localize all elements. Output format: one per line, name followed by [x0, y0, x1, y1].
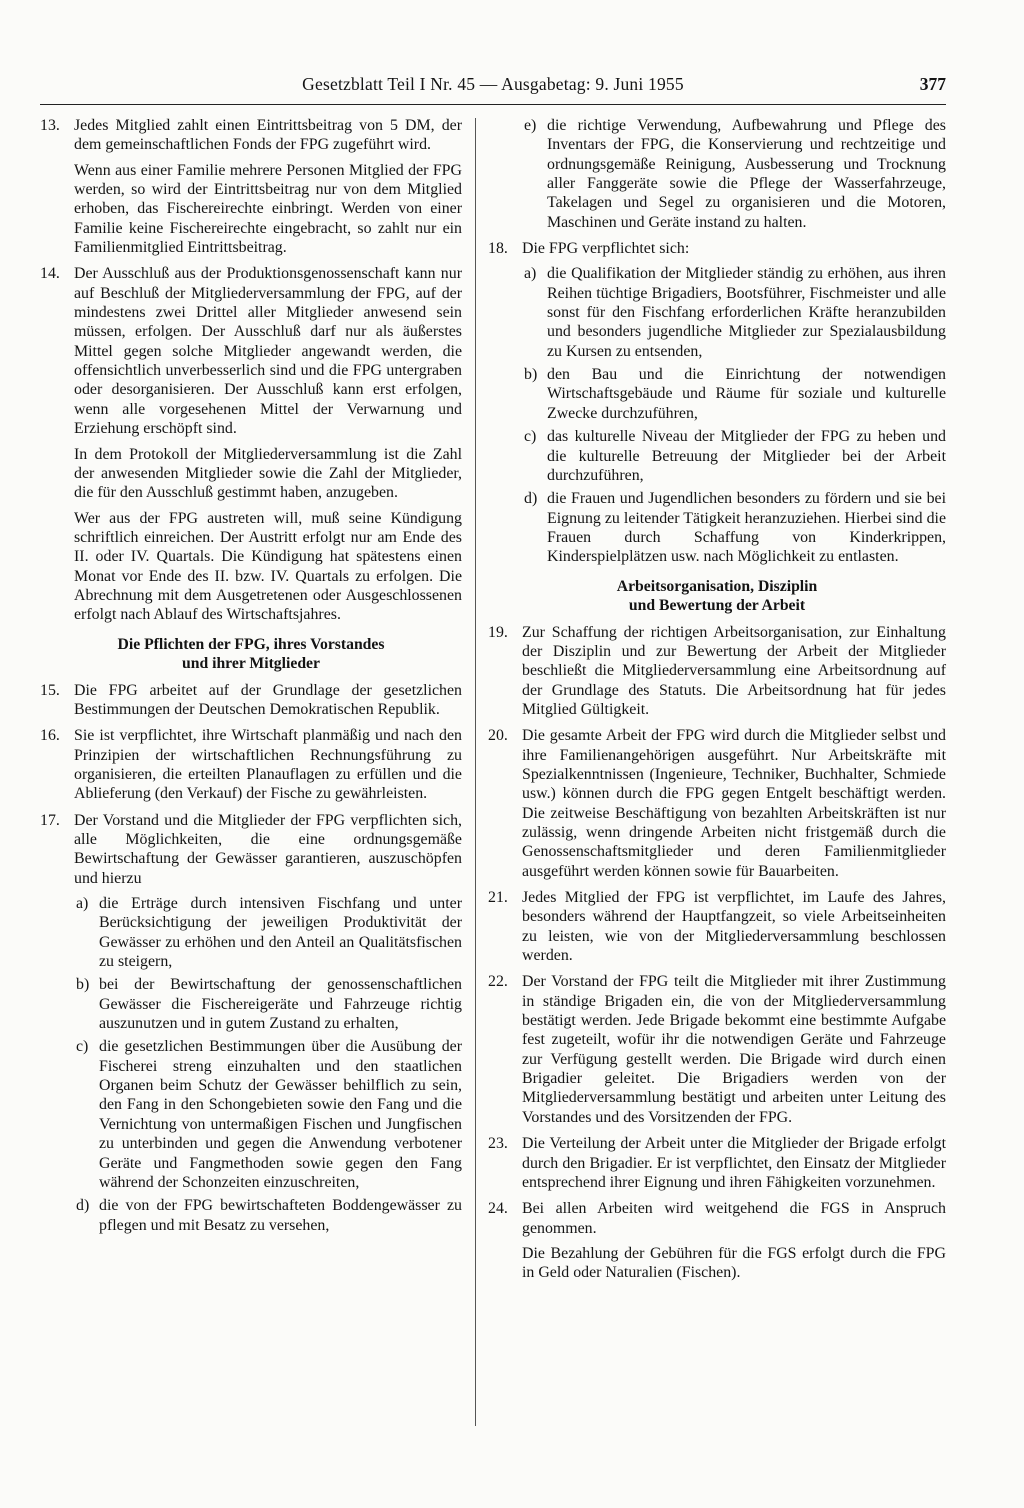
paragraph-20 [488, 726, 946, 881]
sub-item-text: den Bau und die Einrichtung der notwendigen Wirtschaftsgebäude und Räume für soziale und kulturelle Zwecke durchzuführen, [547, 366, 946, 422]
page-number: 377 [919, 74, 946, 94]
paragraph-21 [488, 888, 946, 965]
sub-item-text: die richtige Verwendung, Aufbewahrung und Pflege des Inventars der FPG, die Konservierung und rechtzeitige und ordnungsgemäße Reinigung, Ausbesserung und Trocknung aller Fanggeräte sowie die Pflege der Wasserfahrzeuge, Takelagen und Segel zu organisieren und die Motoren, Maschinen und Geräte instand zu halten. [547, 117, 946, 231]
paragraph-17-continued [488, 116, 946, 232]
sub-item-text: die von der FPG bewirtschafteten Boddengewässer zu pflegen und mit Besatz zu versehen, [99, 1197, 462, 1234]
sub-item-b [522, 365, 946, 423]
heading-line: und Bewertung der Arbeit [628, 596, 806, 614]
sub-item-text: die Erträge durch intensiven Fischfang und unter Berücksichtigung der jeweiligen Produktivität der Gewässer zu erhöhen und den Anteil an Qualitätsfischen zu steigern, [99, 895, 462, 971]
page-header [40, 74, 946, 105]
sub-item-c [74, 1037, 462, 1192]
sub-item-text: die gesetzlichen Bestimmungen über die Ausübung der Fischerei streng einzuhalten und den staatlichen Organen beim Schutz der Gewässer behilflich zu sein, den Fang in den Schongebieten sowie den Fang und die Vernichtung von untermaßigen Fischen und Jungfischen zu unterbinden und gegen die Anwendung verbotener Geräte und Fangmethoden sowie gegen den Fang während der Schonzeiten einzuschreiten, [99, 1038, 462, 1191]
paragraph-number: 20. [488, 727, 508, 745]
paragraph-number: 21. [488, 889, 508, 907]
heading-line: und ihrer Mitglieder [182, 654, 320, 672]
sub-item-a [522, 264, 946, 361]
paragraph-text: Zur Schaffung der richtigen Arbeitsorganisation, zur Einhaltung der Disziplin und zur Bewertung der Arbeit der Mitglieder beschließt die Mitgliederversammlung eine Arbeitsordnung auf der Grundlage des Statuts. Die Arbeitsordnung hat für jedes Mitglied Gültigkeit. [522, 623, 946, 718]
paragraph-number: 24. [488, 1200, 508, 1218]
paragraph-23 [488, 1134, 946, 1192]
sub-item-text: die Frauen und Jugendlichen besonders zu fördern und sie bei Eignung zu leitender Tätigkeit heranzuziehen. Hierbei sind die Frauen durch Schaffung von Kinderkrippen, Kinderspielplätzen usw. nach Möglichkeit zu entlasten. [547, 490, 946, 566]
paragraph-15 [40, 681, 462, 720]
paragraph-18 [488, 239, 946, 567]
paragraph-text: Der Ausschluß aus der Produktionsgenossenschaft kann nur auf Beschluß der Mitgliederversammlung der FPG, auf der mindestens zwei Drittel aller Mitglieder anwesend sein müssen, erfolgen. Der Ausschluß darf nur als äußerstes Mittel gegen solche Mitglieder angewandt werden, die offensichtlich unverbesserlich sind und die FPG untergraben oder desorganisieren. Der Ausschluß kann erst erfolgen, wenn alle vorgesehenen Mittel der Verwarnung und Erziehung erschöpft sind. [74, 265, 462, 438]
paragraph-text: In dem Protokoll der Mitgliederversammlung ist die Zahl der anwesenden Mitglieder sowie die Zahl der Mitglieder, die für den Ausschluß gestimmt haben, anzugeben. [74, 445, 462, 502]
paragraph-text: Die Bezahlung der Gebühren für die FGS erfolgt durch die FPG in Geld oder Naturalien (Fischen). [522, 1244, 946, 1282]
column-divider [475, 118, 476, 1426]
paragraph-text: Bei allen Arbeiten wird weitgehend die FGS in Anspruch genommen. [522, 1200, 946, 1237]
right-column [488, 116, 946, 1290]
paragraph-number: 16. [40, 727, 60, 745]
paragraph-number: 23. [488, 1135, 508, 1153]
paragraph-text: Jedes Mitglied der FPG ist verpflichtet, im Laufe des Jahres, besonders während der Hauptfangzeit, so viele Arbeitseinheiten zu leisten, wie von der Mitgliederversammlung beschlossen werden. [522, 889, 946, 965]
sub-item-letter: b) [524, 366, 538, 384]
left-column [40, 116, 462, 1242]
paragraph-number: 15. [40, 681, 60, 699]
sub-item-text: die Qualifikation der Mitglieder ständig zu erhöhen, aus ihren Reihen tüchtige Brigadiers, Bootsführer, Fischmeister und alle sonst für den Fischfang erforderlichen Kräfte heranzubilden und besonders jugendliche Mitglieder zur Spezialausbildung zu Kursen zu entsenden, [547, 265, 946, 360]
sub-item-text: bei der Bewirtschaftung der genossenschaftlichen Gewässer die Fischereigeräte und Fahrzeuge richtig auszunutzen und in gutem Zustand zu erhalten, [99, 976, 462, 1033]
heading-line: Die Pflichten der FPG, ihres Vorstandes [117, 635, 385, 653]
paragraph-number: 18. [488, 240, 508, 258]
paragraph-24 [488, 1199, 946, 1282]
sub-item-a [74, 894, 462, 971]
paragraph-text: Wenn aus einer Familie mehrere Personen Mitglied der FPG werden, so wird der Eintrittsbeitrag nur von dem Mitglied erhoben, das Fischereirechte einbringt. Werden von einer Familie keine Fischereirechte eingebracht, so zahlt nur ein Familienmitglied Eintrittsbeitrag. [74, 161, 462, 257]
paragraph-text: Die FPG verpflichtet sich: [522, 240, 690, 258]
paragraph-number: 13. [40, 117, 60, 134]
paragraph-text: Der Vorstand und die Mitglieder der FPG verpflichten sich, alle Möglichkeiten, die eine ordnungsgemäße Bewirtschaftung der Gewässer garantieren, auszuschöpfen und hierzu [74, 811, 462, 887]
paragraph-number: 14. [40, 265, 60, 283]
section-heading-work-organisation [488, 577, 946, 615]
paragraph-number: 17. [40, 811, 60, 829]
sub-item-e [522, 116, 946, 232]
sub-item-letter: b) [76, 976, 90, 994]
sub-item-letter: a) [524, 265, 537, 283]
paragraph-text: Wer aus der FPG austreten will, muß seine Kündigung schriftlich einreichen. Der Austritt erfolgt nur am Ende des II. oder IV. Quartals. Die Kündigung hat spätestens einen Monat vor Ende des II. bzw. IV. Quartals zu erfolgen. Die Abrechnung mit dem Ausgetretenen oder Ausgeschlossenen erfolgt nach Ablauf des Wirtschaftsjahres. [74, 509, 462, 624]
paragraph-text: Jedes Mitglied zahlt einen Eintrittsbeitrag von 5 DM, der dem gemeinschaftlichen Fonds der FPG zugeführt wird. [74, 117, 462, 154]
paragraph-text: Die gesamte Arbeit der FPG wird durch die Mitglieder selbst und ihre Familienangehörigen ausgeführt. Nur Arbeitskräfte mit Spezialkenntnissen (Ingenieure, Techniker, Buchhalter, Schmiede usw.) können durch die FPG gegen Entgelt beschäftigt werden. Die zeitweise Beschäftigung von bezahlten Arbeitskräften ist nur zulässig, wenn dringende Arbeiten nicht fristgemäß durch die Genossenschaftsmitglieder und deren Familienmitglieder ausgeführt werden können sowie für Bauarbeiten. [522, 727, 946, 880]
paragraph-number: 22. [488, 973, 508, 991]
sub-item-letter: c) [76, 1038, 89, 1056]
sub-item-letter: d) [524, 490, 538, 508]
paragraph-16 [40, 726, 462, 803]
paragraph-text: Die Verteilung der Arbeit unter die Mitglieder der Brigade erfolgt durch den Brigadier. Er ist verpflichtet, den Einsatz der Mitglieder entsprechend ihrer Eignung und ihren Fähigkeiten vorzunehmen. [522, 1135, 946, 1191]
paragraph-14 [40, 264, 462, 624]
sub-item-c [522, 427, 946, 485]
sub-item-d [522, 489, 946, 566]
paragraph-22 [488, 972, 946, 1127]
sub-item-letter: c) [524, 428, 537, 446]
sub-item-d [74, 1196, 462, 1235]
header-title: Gesetzblatt Teil I Nr. 45 — Ausgabetag: 9. Juni 1955 [302, 74, 684, 94]
sub-item-letter: a) [76, 895, 89, 913]
heading-line: Arbeitsorganisation, Disziplin [616, 577, 818, 595]
section-heading-duties [40, 635, 462, 673]
paragraph-17 [40, 811, 462, 1235]
paragraph-text: Sie ist verpflichtet, ihre Wirtschaft planmäßig und nach den Prinzipien der wirtschaftlichen Rechnungsführung zu organisieren, die erteilten Planauflagen zu erfüllen und die Ablieferung (den Verkauf) der Fische zu gewährleisten. [74, 727, 462, 803]
paragraph-number: 19. [488, 623, 508, 641]
sub-item-text: das kulturelle Niveau der Mitglieder der FPG zu heben und die kulturelle Betreuung der Mitglieder bei der Arbeit durchzuführen, [547, 428, 946, 484]
sub-item-b [74, 975, 462, 1033]
paragraph-text: Die FPG arbeitet auf der Grundlage der gesetzlichen Bestimmungen der Deutschen Demokratischen Republik. [74, 681, 462, 718]
paragraph-text: Der Vorstand der FPG teilt die Mitglieder mit ihrer Zustimmung in ständige Brigaden ein, die von der Mitgliederversammlung bestätigt werden. Jede Brigade bekommt eine bestimmte Aufgabe fest zugeteilt, wofür ihr die notwendigen Geräte und Fahrzeuge zur Verfügung gestellt werden. Die Brigade wird durch einen Brigadier geleitet. Die Brigadiers werden von der Mitgliederversammlung bestätigt und arbeiten unter Leitung des Vorstandes und des Vorsitzenden der FPG. [522, 973, 946, 1126]
sub-item-letter: e) [524, 117, 537, 134]
paragraph-13 [40, 116, 462, 257]
sub-item-letter: d) [76, 1197, 90, 1215]
paragraph-19 [488, 623, 946, 720]
